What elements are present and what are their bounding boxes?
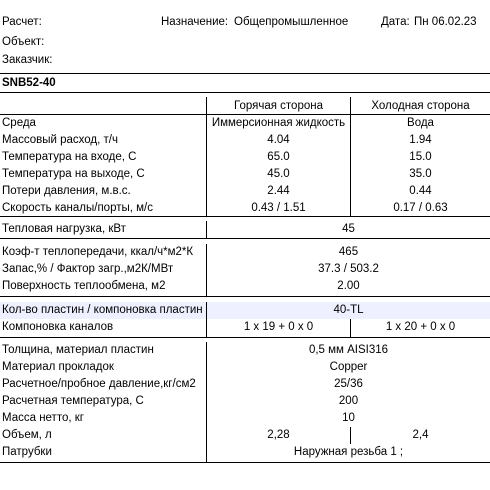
hot-value: 4.04 — [267, 134, 290, 146]
table-row — [0, 359, 490, 376]
row-label: Кол-во пластин / компоновка пластин — [2, 304, 203, 316]
row-value: Наружная резьба 1 ; — [293, 446, 404, 458]
row-label: Температура на входе, С — [2, 151, 137, 163]
row-label: Среда — [2, 117, 36, 129]
column-separator — [350, 427, 351, 444]
row-label: Расчетная температура, С — [2, 395, 144, 407]
date-label: Дата: — [381, 16, 410, 28]
customer-label: Заказчик: — [2, 54, 53, 66]
model-title — [2, 77, 56, 89]
column-separator — [350, 319, 351, 337]
row-label: Температура на выходе, С — [2, 168, 145, 180]
cold-value: 0.17 / 0.63 — [393, 202, 448, 214]
table-row — [0, 319, 490, 336]
row-label: Патрубки — [2, 446, 52, 458]
row-value: 2.00 — [337, 280, 360, 292]
divider — [0, 462, 490, 463]
divider — [0, 337, 490, 338]
row-value: 25/36 — [334, 378, 363, 390]
hot-value: 0.43 / 1.51 — [251, 202, 306, 214]
cold-side-header: Холодная сторона — [371, 100, 470, 112]
columns-header-row — [0, 98, 490, 115]
column-separator — [206, 221, 207, 238]
cold-value: 1 x 20 + 0 x 0 — [385, 321, 456, 333]
table-row — [0, 342, 490, 359]
table-row — [0, 427, 490, 444]
purpose-label: Назначение: — [161, 16, 229, 28]
column-separator — [206, 342, 207, 462]
row-label: Компоновка каналов — [2, 321, 114, 333]
column-separator — [350, 97, 351, 216]
table-row — [0, 149, 490, 166]
row-value: 37.3 / 503.2 — [318, 263, 379, 275]
row-label: Коэф-т теплопередачи, ккал/ч*м2*К — [2, 246, 194, 258]
table-row — [0, 410, 490, 427]
divider — [0, 216, 490, 217]
hot-value: 2.44 — [267, 185, 290, 197]
row-value: 10 — [342, 412, 355, 424]
column-separator — [206, 97, 207, 216]
table-row — [0, 244, 490, 261]
table-row — [0, 302, 490, 319]
cold-value: 15.0 — [409, 151, 432, 163]
row-label: Масса нетто, кг — [2, 412, 84, 424]
purpose-value: Общепромышленное — [234, 16, 349, 28]
object-label: Объект: — [2, 36, 45, 48]
row-value: 40-TL — [333, 304, 364, 316]
divider — [0, 92, 490, 93]
table-row — [0, 393, 490, 410]
row-label: Поверхность теплообмена, м2 — [2, 280, 166, 292]
row-label: Массовый расход, т/ч — [2, 134, 118, 146]
table-row — [0, 278, 490, 295]
heat-load-value: 45 — [342, 223, 355, 235]
row-value: 200 — [338, 395, 359, 407]
cold-value: 2,4 — [412, 429, 429, 441]
table-row — [0, 200, 490, 217]
table-row — [0, 115, 490, 132]
row-label: Скорость каналы/порты, м/с — [2, 202, 153, 214]
table-row — [0, 132, 490, 149]
row-value: 0,5 мм AISI316 — [308, 344, 389, 356]
divider — [0, 238, 490, 239]
row-label: Объем, л — [2, 429, 52, 441]
hot-value: 65.0 — [267, 151, 290, 163]
table-row — [0, 444, 490, 461]
table-row — [0, 261, 490, 278]
row-label: Материал прокладок — [2, 361, 114, 373]
hot-value: 45.0 — [267, 168, 290, 180]
cold-value: 0.44 — [409, 185, 432, 197]
row-value: 465 — [338, 246, 359, 258]
table-row — [0, 166, 490, 183]
divider — [0, 73, 490, 74]
hot-side-header: Горячая сторона — [234, 100, 323, 112]
row-value: Copper — [329, 361, 368, 373]
cold-value: Вода — [407, 117, 434, 129]
table-row — [0, 376, 490, 393]
row-label: Тепловая нагрузка, кВт — [2, 223, 126, 235]
row-label: Толщина, материал пластин — [2, 344, 154, 356]
table-row — [0, 221, 490, 238]
divider — [0, 296, 490, 297]
column-separator — [206, 244, 207, 296]
calc-label: Расчет: — [2, 16, 42, 28]
column-separator — [206, 302, 207, 337]
date-value: Пн 06.02.23 — [414, 16, 477, 28]
row-label: Запас,% / Фактор загр.,м2К/МВт — [2, 263, 174, 275]
table-row — [0, 183, 490, 200]
row-label: Расчетное/пробное давление,кг/см2 — [2, 378, 196, 390]
row-label: Потери давления, м.в.с. — [2, 185, 131, 197]
hot-value: Иммерсионная жидкость — [211, 117, 346, 129]
cold-value: 35.0 — [409, 168, 432, 180]
cold-value: 1.94 — [409, 134, 432, 146]
hot-value: 2,28 — [267, 429, 290, 441]
model-name: SNB52-40 — [2, 77, 56, 89]
hot-value: 1 x 19 + 0 x 0 — [243, 321, 314, 333]
